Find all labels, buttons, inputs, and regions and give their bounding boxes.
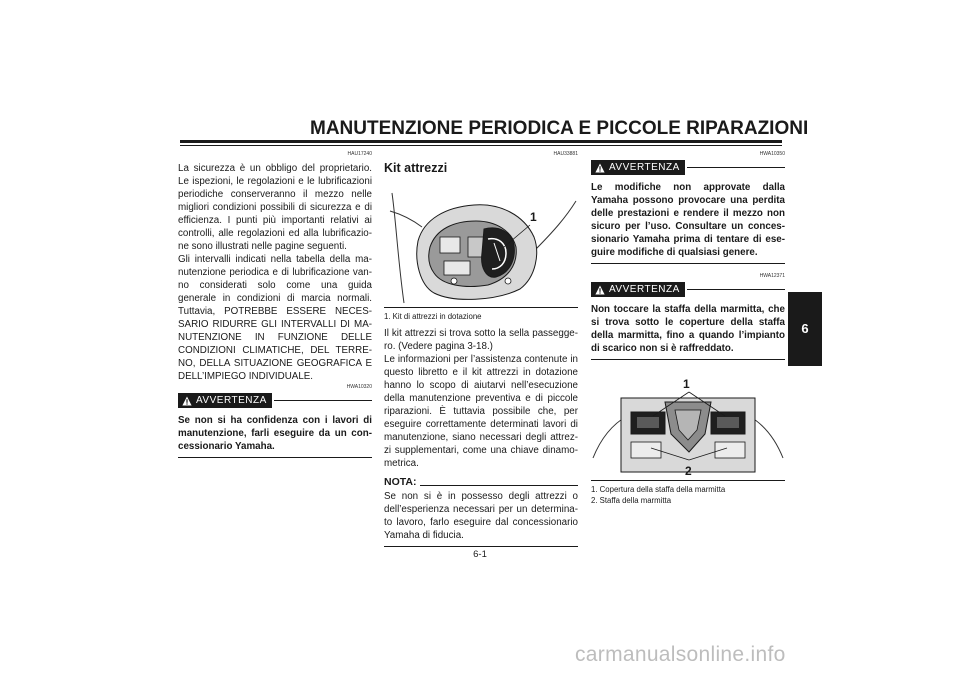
reference-code: HWA10350: [759, 151, 785, 157]
figure-caption-2: 2. Staffa della marmitta: [591, 496, 672, 505]
figure-caption: 1. Kit di attrezzi in dotazione: [384, 312, 482, 321]
figure-callout-1: 1: [683, 377, 690, 391]
reference-code: HWA12371: [759, 273, 785, 279]
page-number: 6-1: [473, 549, 487, 560]
figure-callout-2: 2: [685, 464, 692, 478]
warning-badge: [178, 393, 272, 408]
warning-text: Le modifiche non approvate dalla Yamaha possono provocare una perdita delle prestazioni e rendere il mezzo non sicuro per l’uso. Consultare un conces-sionario Yamaha prima di tentare di ese-guire modifiche di qualsiasi genere.: [591, 182, 785, 258]
warning-rule: [687, 289, 785, 290]
warning-text: Non toccare la staffa della marmitta, che si trova sotto le coperture della staffa della marmitta, fino a quando l’impianto di scarico non si è raffreddato.: [591, 304, 785, 354]
muffler-bracket-illustration: [591, 368, 785, 480]
warning-label: AVVERTENZA: [196, 395, 267, 406]
body-paragraph-1: Il kit attrezzi si trova sotto la sella passegge-ro. (Vedere pagina 3-18.): [384, 328, 578, 352]
warning-end-rule: [178, 457, 372, 458]
warning-triangle-icon: [595, 285, 605, 295]
warning-triangle-icon: [182, 396, 192, 406]
section-title: Kit attrezzi: [384, 161, 448, 175]
warning-header: [591, 160, 785, 175]
reference-code: HAU33881: [553, 151, 578, 157]
title-rule-thin: [180, 145, 782, 146]
warning-rule: [274, 400, 372, 401]
page-title: MANUTENZIONE PERIODICA E PICCOLE RIPARAZIONI: [310, 118, 809, 139]
column-1: [178, 150, 372, 458]
warning-rule: [687, 167, 785, 168]
chapter-tab[interactable]: 6: [788, 292, 822, 366]
note-rule: [420, 485, 578, 486]
note-label: NOTA:: [384, 476, 417, 488]
warning-header: [178, 393, 372, 408]
column-3: [591, 150, 785, 511]
figure-callout-1: 1: [530, 210, 537, 224]
column-2: [384, 150, 578, 547]
body-paragraph-2: Le informazioni per l’assistenza contenute in questo libretto e il kit attrezzi in dotazione hanno lo scopo di aiutarvi nell’esecuzione della manutenzione preventiva e di piccole riparazioni. È tuttavia possibile che, per eseguire correttamente determinati lavori di manutenzione, siano necessari degli attrez-zi supplementari, come una chiave dinamo-metrica.: [384, 354, 578, 469]
intervals-paragraph: Gli intervalli indicati nella tabella della ma-nutenzione periodica e di lubrificazione van-no considerati solo come una guida generale in condizioni di marcia normali. Tuttavia, POTREBBE ESSERE NECES-SARIO RIDURRE GLI INTERVALLI DI MA-NUTENZIONE IN FUNZIONE DELLE CONDIZIONI CLIMATICHE, DEL TERRE-NO, DELLA SITUAZIONE GEOGRAFICA E DELL’IMPIEGO INDIVIDUALE.: [178, 254, 372, 382]
warning-text: Se non si ha confidenza con i lavori di manutenzione, farli eseguire da un con-cessionario Yamaha.: [178, 415, 372, 452]
reference-code: HAU17240: [347, 151, 372, 157]
warning-badge: [591, 282, 685, 297]
note-end-rule: [384, 546, 578, 547]
warning-header: [591, 282, 785, 297]
intro-paragraph: La sicurezza è un obbligo del proprietario. Le ispezioni, le regolazioni e le lubrificazioni periodiche conserveranno il mezzo nelle migliori condizioni possibili di sicurezza e di efficienza. I punti più importanti relativi ai controlli, alle regolazioni ed alla lubrificazio-ne sono illustrati nelle pagine seguenti.: [178, 163, 372, 252]
warning-badge: [591, 160, 685, 175]
warning-end-rule: [591, 263, 785, 264]
note-header: [384, 476, 578, 489]
note-text: Se non si è in possesso degli attrezzi o dell’esperienza necessari per un determina-to lavoro, farlo eseguire dal concessionario Yamaha di fiducia.: [384, 491, 578, 541]
figure-caption-1: 1. Copertura della staffa della marmitta: [591, 485, 726, 494]
watermark: carmanualsonline.info: [575, 643, 786, 666]
title-rule: [180, 140, 782, 143]
tool-kit-illustration: [384, 181, 578, 307]
tool-kit-figure: [384, 181, 578, 308]
warning-label: AVVERTENZA: [609, 162, 680, 173]
warning-label: AVVERTENZA: [609, 284, 680, 295]
muffler-bracket-figure: [591, 368, 785, 481]
warning-end-rule: [591, 359, 785, 360]
reference-code: HWA10320: [346, 384, 372, 390]
warning-triangle-icon: [595, 163, 605, 173]
